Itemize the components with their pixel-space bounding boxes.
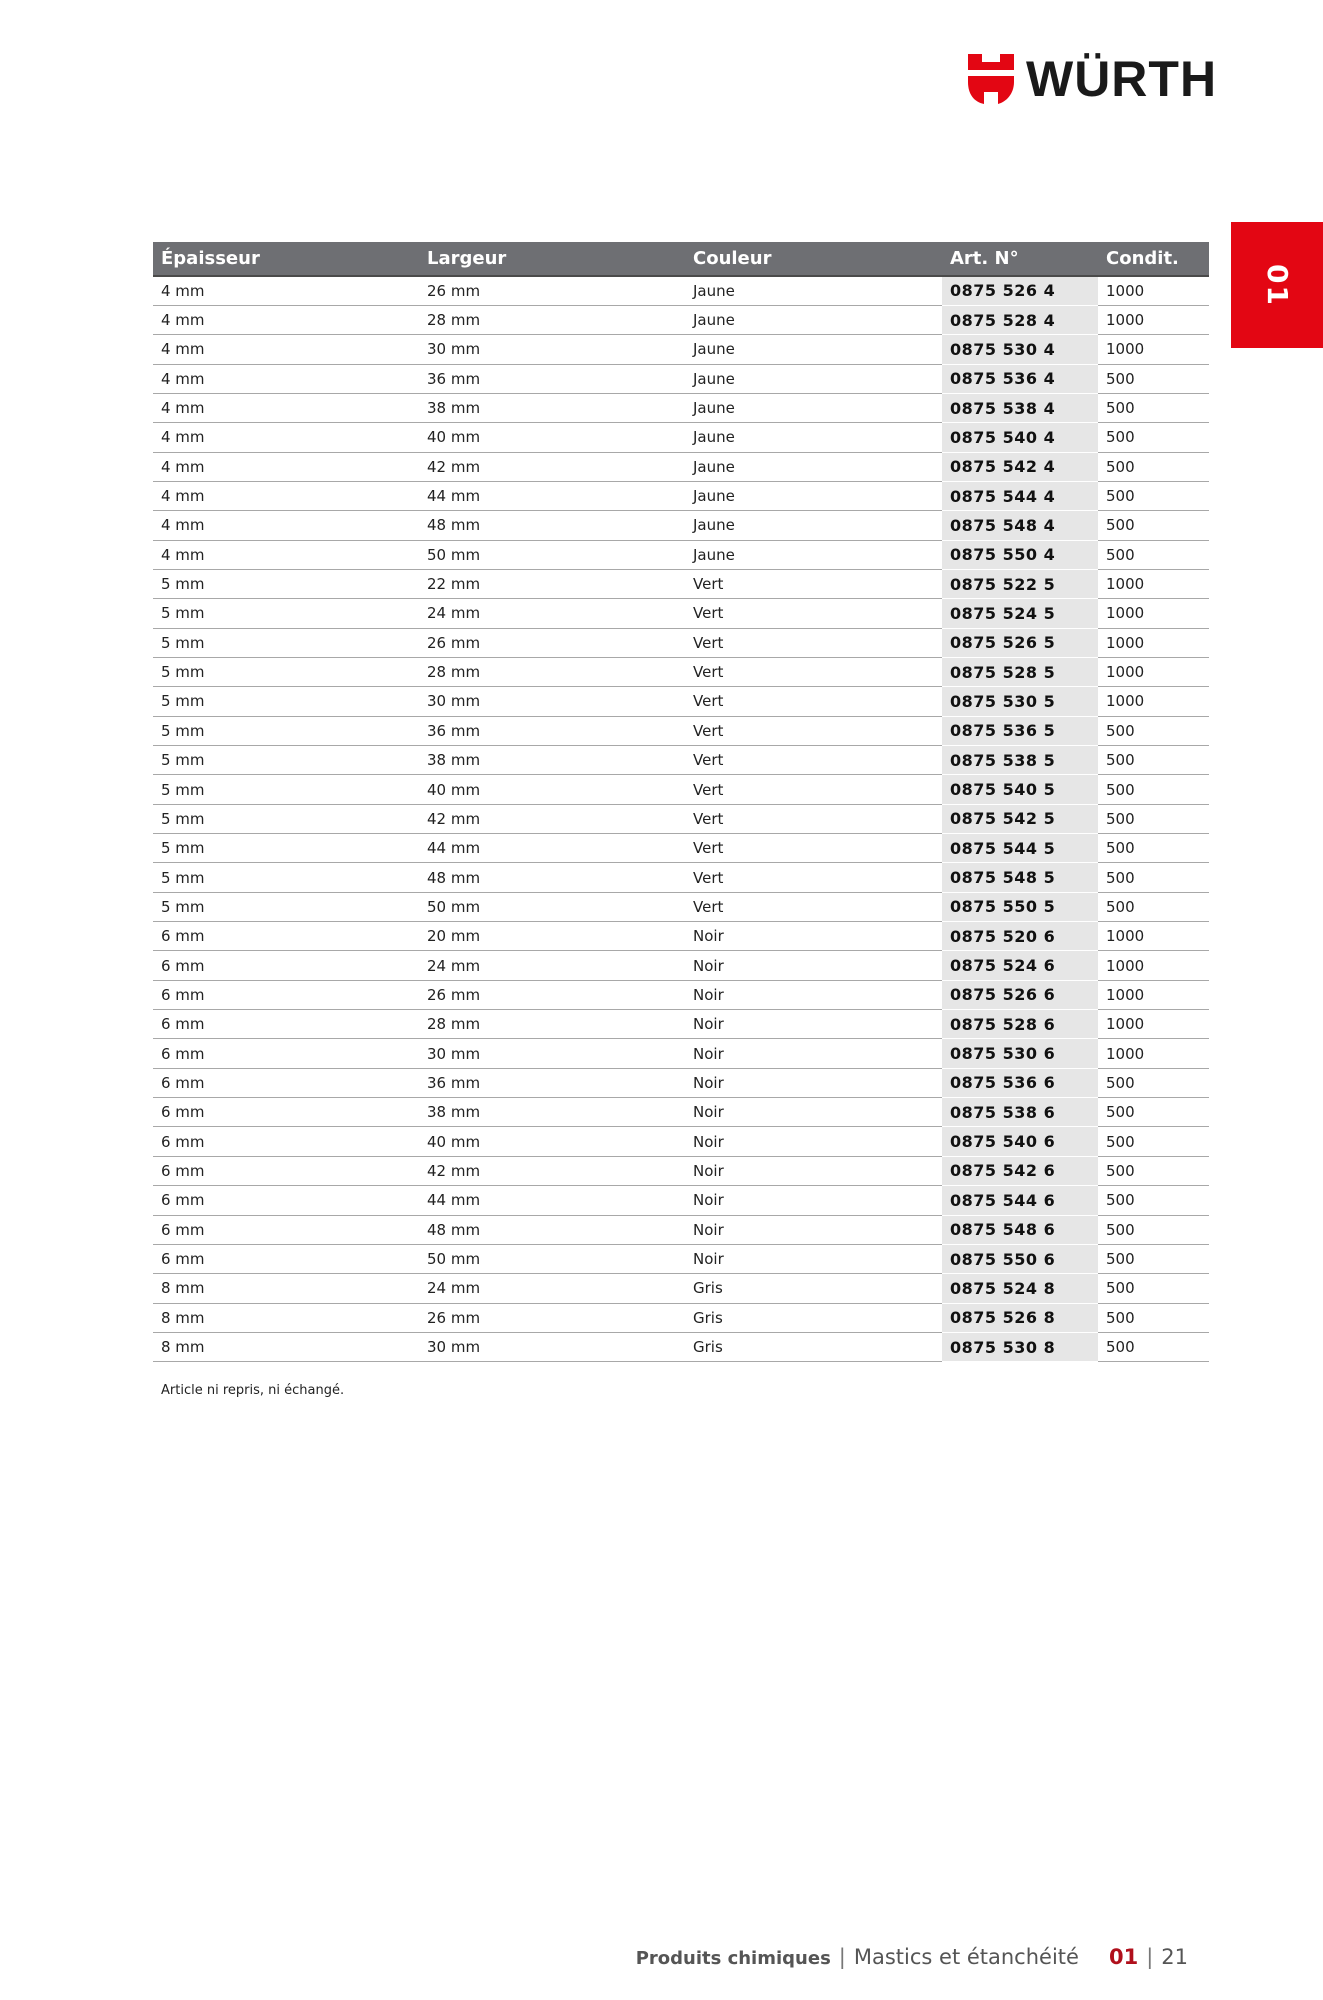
cell-article-number: 0875 528 6 xyxy=(942,1010,1098,1039)
cell-width: 26 mm xyxy=(419,628,685,657)
cell-article-number: 0875 520 6 xyxy=(942,922,1098,951)
header-color: Couleur xyxy=(685,242,942,276)
cell-article-number: 0875 544 4 xyxy=(942,481,1098,510)
cell-packaging: 1000 xyxy=(1098,687,1209,716)
cell-thickness: 5 mm xyxy=(153,863,419,892)
cell-width: 22 mm xyxy=(419,569,685,598)
cell-thickness: 5 mm xyxy=(153,599,419,628)
cell-width: 48 mm xyxy=(419,1215,685,1244)
cell-color: Vert xyxy=(685,834,942,863)
footer-chapter: 01 xyxy=(1108,1945,1139,1969)
cell-color: Gris xyxy=(685,1303,942,1332)
cell-thickness: 6 mm xyxy=(153,951,419,980)
table-row xyxy=(153,951,1209,980)
cell-color: Vert xyxy=(685,628,942,657)
cell-width: 40 mm xyxy=(419,1127,685,1156)
cell-thickness: 5 mm xyxy=(153,657,419,686)
cell-packaging: 1000 xyxy=(1098,657,1209,686)
cell-packaging: 500 xyxy=(1098,775,1209,804)
cell-width: 50 mm xyxy=(419,540,685,569)
cell-thickness: 4 mm xyxy=(153,423,419,452)
section-tab-number: 01 xyxy=(1260,263,1294,307)
cell-thickness: 5 mm xyxy=(153,716,419,745)
table-row xyxy=(153,1127,1209,1156)
cell-width: 24 mm xyxy=(419,951,685,980)
cell-color: Vert xyxy=(685,892,942,921)
cell-color: Vert xyxy=(685,687,942,716)
header-width: Largeur xyxy=(419,242,685,276)
footer-category: Produits chimiques xyxy=(635,1948,831,1969)
cell-thickness: 6 mm xyxy=(153,1186,419,1215)
cell-packaging: 1000 xyxy=(1098,276,1209,305)
table-row xyxy=(153,540,1209,569)
cell-width: 38 mm xyxy=(419,746,685,775)
cell-packaging: 500 xyxy=(1098,1156,1209,1185)
cell-article-number: 0875 550 5 xyxy=(942,892,1098,921)
cell-packaging: 1000 xyxy=(1098,569,1209,598)
cell-packaging: 500 xyxy=(1098,716,1209,745)
cell-width: 28 mm xyxy=(419,657,685,686)
table-row xyxy=(153,305,1209,334)
cell-thickness: 4 mm xyxy=(153,452,419,481)
cell-thickness: 6 mm xyxy=(153,1156,419,1185)
footer-subcategory: Mastics et étanchéité xyxy=(853,1945,1079,1969)
table-row xyxy=(153,569,1209,598)
cell-thickness: 4 mm xyxy=(153,276,419,305)
cell-packaging: 500 xyxy=(1098,1244,1209,1273)
cell-width: 40 mm xyxy=(419,423,685,452)
cell-width: 42 mm xyxy=(419,804,685,833)
table-row xyxy=(153,804,1209,833)
cell-packaging: 500 xyxy=(1098,1127,1209,1156)
wurth-shield-icon xyxy=(966,52,1016,106)
cell-color: Noir xyxy=(685,1010,942,1039)
cell-thickness: 4 mm xyxy=(153,511,419,540)
table-row xyxy=(153,716,1209,745)
cell-thickness: 5 mm xyxy=(153,834,419,863)
cell-color: Gris xyxy=(685,1332,942,1361)
table-row xyxy=(153,628,1209,657)
cell-color: Vert xyxy=(685,746,942,775)
table-row xyxy=(153,834,1209,863)
cell-color: Vert xyxy=(685,775,942,804)
cell-color: Noir xyxy=(685,922,942,951)
table-row xyxy=(153,452,1209,481)
table-row xyxy=(153,276,1209,305)
product-table xyxy=(153,242,1209,1362)
cell-article-number: 0875 540 6 xyxy=(942,1127,1098,1156)
table-row xyxy=(153,775,1209,804)
cell-color: Noir xyxy=(685,1156,942,1185)
cell-color: Jaune xyxy=(685,305,942,334)
cell-packaging: 1000 xyxy=(1098,922,1209,951)
cell-packaging: 500 xyxy=(1098,1303,1209,1332)
cell-color: Jaune xyxy=(685,423,942,452)
cell-thickness: 6 mm xyxy=(153,1068,419,1097)
table-row xyxy=(153,423,1209,452)
cell-article-number: 0875 524 5 xyxy=(942,599,1098,628)
table-row xyxy=(153,1303,1209,1332)
cell-packaging: 500 xyxy=(1098,1186,1209,1215)
cell-article-number: 0875 544 6 xyxy=(942,1186,1098,1215)
cell-article-number: 0875 548 4 xyxy=(942,511,1098,540)
cell-color: Noir xyxy=(685,980,942,1009)
cell-thickness: 5 mm xyxy=(153,746,419,775)
table-row xyxy=(153,364,1209,393)
cell-thickness: 8 mm xyxy=(153,1303,419,1332)
table-row xyxy=(153,1332,1209,1361)
cell-packaging: 500 xyxy=(1098,452,1209,481)
table-row xyxy=(153,892,1209,921)
cell-thickness: 6 mm xyxy=(153,1098,419,1127)
table-row xyxy=(153,687,1209,716)
table-row xyxy=(153,481,1209,510)
cell-thickness: 6 mm xyxy=(153,980,419,1009)
table-row xyxy=(153,335,1209,364)
cell-width: 26 mm xyxy=(419,276,685,305)
cell-color: Vert xyxy=(685,716,942,745)
cell-width: 24 mm xyxy=(419,1274,685,1303)
cell-color: Gris xyxy=(685,1274,942,1303)
cell-packaging: 500 xyxy=(1098,511,1209,540)
cell-packaging: 1000 xyxy=(1098,628,1209,657)
cell-thickness: 5 mm xyxy=(153,775,419,804)
cell-article-number: 0875 538 4 xyxy=(942,393,1098,422)
section-tab xyxy=(1231,222,1323,348)
cell-thickness: 5 mm xyxy=(153,569,419,598)
cell-packaging: 1000 xyxy=(1098,305,1209,334)
brand-name: WÜRTH xyxy=(1026,51,1218,107)
cell-packaging: 500 xyxy=(1098,834,1209,863)
footnote: Article ni repris, ni échangé. xyxy=(161,1383,345,1398)
cell-color: Noir xyxy=(685,1244,942,1273)
cell-article-number: 0875 536 5 xyxy=(942,716,1098,745)
table-row xyxy=(153,1039,1209,1068)
cell-color: Noir xyxy=(685,1068,942,1097)
cell-packaging: 500 xyxy=(1098,892,1209,921)
cell-thickness: 6 mm xyxy=(153,1127,419,1156)
cell-width: 36 mm xyxy=(419,364,685,393)
cell-width: 42 mm xyxy=(419,1156,685,1185)
header-thickness: Épaisseur xyxy=(153,242,419,276)
cell-packaging: 500 xyxy=(1098,393,1209,422)
cell-width: 48 mm xyxy=(419,511,685,540)
cell-width: 30 mm xyxy=(419,687,685,716)
cell-article-number: 0875 550 6 xyxy=(942,1244,1098,1273)
cell-color: Jaune xyxy=(685,540,942,569)
table-row xyxy=(153,1068,1209,1097)
cell-article-number: 0875 548 6 xyxy=(942,1215,1098,1244)
cell-packaging: 500 xyxy=(1098,1068,1209,1097)
cell-width: 36 mm xyxy=(419,716,685,745)
table-row xyxy=(153,1215,1209,1244)
cell-width: 50 mm xyxy=(419,892,685,921)
cell-width: 28 mm xyxy=(419,305,685,334)
cell-article-number: 0875 536 4 xyxy=(942,364,1098,393)
cell-packaging: 1000 xyxy=(1098,951,1209,980)
table-row xyxy=(153,1244,1209,1273)
cell-article-number: 0875 542 5 xyxy=(942,804,1098,833)
table-row xyxy=(153,1186,1209,1215)
cell-thickness: 6 mm xyxy=(153,1039,419,1068)
cell-color: Jaune xyxy=(685,452,942,481)
cell-packaging: 500 xyxy=(1098,1098,1209,1127)
cell-color: Vert xyxy=(685,804,942,833)
cell-width: 44 mm xyxy=(419,1186,685,1215)
cell-color: Noir xyxy=(685,1039,942,1068)
cell-packaging: 500 xyxy=(1098,746,1209,775)
cell-color: Vert xyxy=(685,863,942,892)
cell-width: 38 mm xyxy=(419,393,685,422)
table-header-row xyxy=(153,242,1209,276)
cell-article-number: 0875 526 8 xyxy=(942,1303,1098,1332)
cell-article-number: 0875 530 8 xyxy=(942,1332,1098,1361)
cell-packaging: 1000 xyxy=(1098,980,1209,1009)
cell-color: Jaune xyxy=(685,393,942,422)
cell-article-number: 0875 536 6 xyxy=(942,1068,1098,1097)
footer-page-separator: | xyxy=(1146,1945,1154,1969)
cell-color: Jaune xyxy=(685,511,942,540)
cell-thickness: 6 mm xyxy=(153,1010,419,1039)
cell-thickness: 4 mm xyxy=(153,335,419,364)
cell-article-number: 0875 522 5 xyxy=(942,569,1098,598)
cell-packaging: 500 xyxy=(1098,540,1209,569)
cell-article-number: 0875 548 5 xyxy=(942,863,1098,892)
cell-article-number: 0875 526 6 xyxy=(942,980,1098,1009)
cell-article-number: 0875 540 4 xyxy=(942,423,1098,452)
cell-width: 42 mm xyxy=(419,452,685,481)
cell-thickness: 5 mm xyxy=(153,687,419,716)
footer-separator: | xyxy=(838,1945,846,1969)
cell-thickness: 4 mm xyxy=(153,540,419,569)
cell-packaging: 1000 xyxy=(1098,599,1209,628)
cell-packaging: 500 xyxy=(1098,804,1209,833)
cell-color: Vert xyxy=(685,599,942,628)
cell-thickness: 4 mm xyxy=(153,393,419,422)
cell-width: 26 mm xyxy=(419,980,685,1009)
cell-thickness: 4 mm xyxy=(153,481,419,510)
cell-packaging: 500 xyxy=(1098,481,1209,510)
cell-thickness: 6 mm xyxy=(153,1215,419,1244)
cell-color: Jaune xyxy=(685,276,942,305)
footer-page-number: 21 xyxy=(1161,1945,1188,1969)
cell-width: 30 mm xyxy=(419,1039,685,1068)
cell-width: 30 mm xyxy=(419,1332,685,1361)
cell-color: Jaune xyxy=(685,481,942,510)
cell-article-number: 0875 530 4 xyxy=(942,335,1098,364)
cell-width: 44 mm xyxy=(419,834,685,863)
cell-thickness: 5 mm xyxy=(153,628,419,657)
table-row xyxy=(153,657,1209,686)
cell-packaging: 1000 xyxy=(1098,335,1209,364)
cell-article-number: 0875 538 5 xyxy=(942,746,1098,775)
cell-packaging: 1000 xyxy=(1098,1039,1209,1068)
wurth-logo xyxy=(966,52,1217,106)
cell-width: 36 mm xyxy=(419,1068,685,1097)
cell-color: Noir xyxy=(685,1215,942,1244)
cell-width: 40 mm xyxy=(419,775,685,804)
cell-thickness: 4 mm xyxy=(153,305,419,334)
cell-thickness: 8 mm xyxy=(153,1332,419,1361)
cell-width: 38 mm xyxy=(419,1098,685,1127)
cell-article-number: 0875 550 4 xyxy=(942,540,1098,569)
table-row xyxy=(153,922,1209,951)
cell-article-number: 0875 524 8 xyxy=(942,1274,1098,1303)
cell-packaging: 500 xyxy=(1098,364,1209,393)
table-row xyxy=(153,1274,1209,1303)
cell-packaging: 500 xyxy=(1098,1274,1209,1303)
table-row xyxy=(153,1156,1209,1185)
cell-color: Noir xyxy=(685,951,942,980)
cell-thickness: 6 mm xyxy=(153,1244,419,1273)
table-row xyxy=(153,393,1209,422)
table-row xyxy=(153,980,1209,1009)
header-article-number: Art. N° xyxy=(942,242,1098,276)
cell-color: Noir xyxy=(685,1127,942,1156)
cell-width: 26 mm xyxy=(419,1303,685,1332)
cell-article-number: 0875 524 6 xyxy=(942,951,1098,980)
cell-packaging: 500 xyxy=(1098,1215,1209,1244)
cell-article-number: 0875 528 5 xyxy=(942,657,1098,686)
cell-width: 20 mm xyxy=(419,922,685,951)
cell-article-number: 0875 542 4 xyxy=(942,452,1098,481)
cell-thickness: 8 mm xyxy=(153,1274,419,1303)
cell-width: 44 mm xyxy=(419,481,685,510)
table-row xyxy=(153,1010,1209,1039)
cell-article-number: 0875 530 6 xyxy=(942,1039,1098,1068)
cell-color: Noir xyxy=(685,1098,942,1127)
cell-article-number: 0875 538 6 xyxy=(942,1098,1098,1127)
cell-color: Vert xyxy=(685,569,942,598)
cell-color: Jaune xyxy=(685,335,942,364)
cell-width: 24 mm xyxy=(419,599,685,628)
cell-article-number: 0875 544 5 xyxy=(942,834,1098,863)
cell-color: Vert xyxy=(685,657,942,686)
cell-thickness: 5 mm xyxy=(153,892,419,921)
header-packaging: Condit. xyxy=(1098,242,1209,276)
cell-width: 48 mm xyxy=(419,863,685,892)
cell-thickness: 6 mm xyxy=(153,922,419,951)
table-row xyxy=(153,599,1209,628)
cell-thickness: 4 mm xyxy=(153,364,419,393)
table-row xyxy=(153,746,1209,775)
cell-packaging: 500 xyxy=(1098,1332,1209,1361)
cell-article-number: 0875 528 4 xyxy=(942,305,1098,334)
cell-article-number: 0875 540 5 xyxy=(942,775,1098,804)
table-row xyxy=(153,1098,1209,1127)
table-row xyxy=(153,863,1209,892)
cell-width: 30 mm xyxy=(419,335,685,364)
cell-packaging: 500 xyxy=(1098,423,1209,452)
cell-width: 28 mm xyxy=(419,1010,685,1039)
cell-color: Noir xyxy=(685,1186,942,1215)
page-footer xyxy=(636,1945,1188,1969)
table-row xyxy=(153,511,1209,540)
cell-article-number: 0875 526 5 xyxy=(942,628,1098,657)
cell-packaging: 1000 xyxy=(1098,1010,1209,1039)
cell-thickness: 5 mm xyxy=(153,804,419,833)
cell-article-number: 0875 526 4 xyxy=(942,276,1098,305)
cell-article-number: 0875 542 6 xyxy=(942,1156,1098,1185)
cell-width: 50 mm xyxy=(419,1244,685,1273)
cell-article-number: 0875 530 5 xyxy=(942,687,1098,716)
cell-color: Jaune xyxy=(685,364,942,393)
cell-packaging: 500 xyxy=(1098,863,1209,892)
